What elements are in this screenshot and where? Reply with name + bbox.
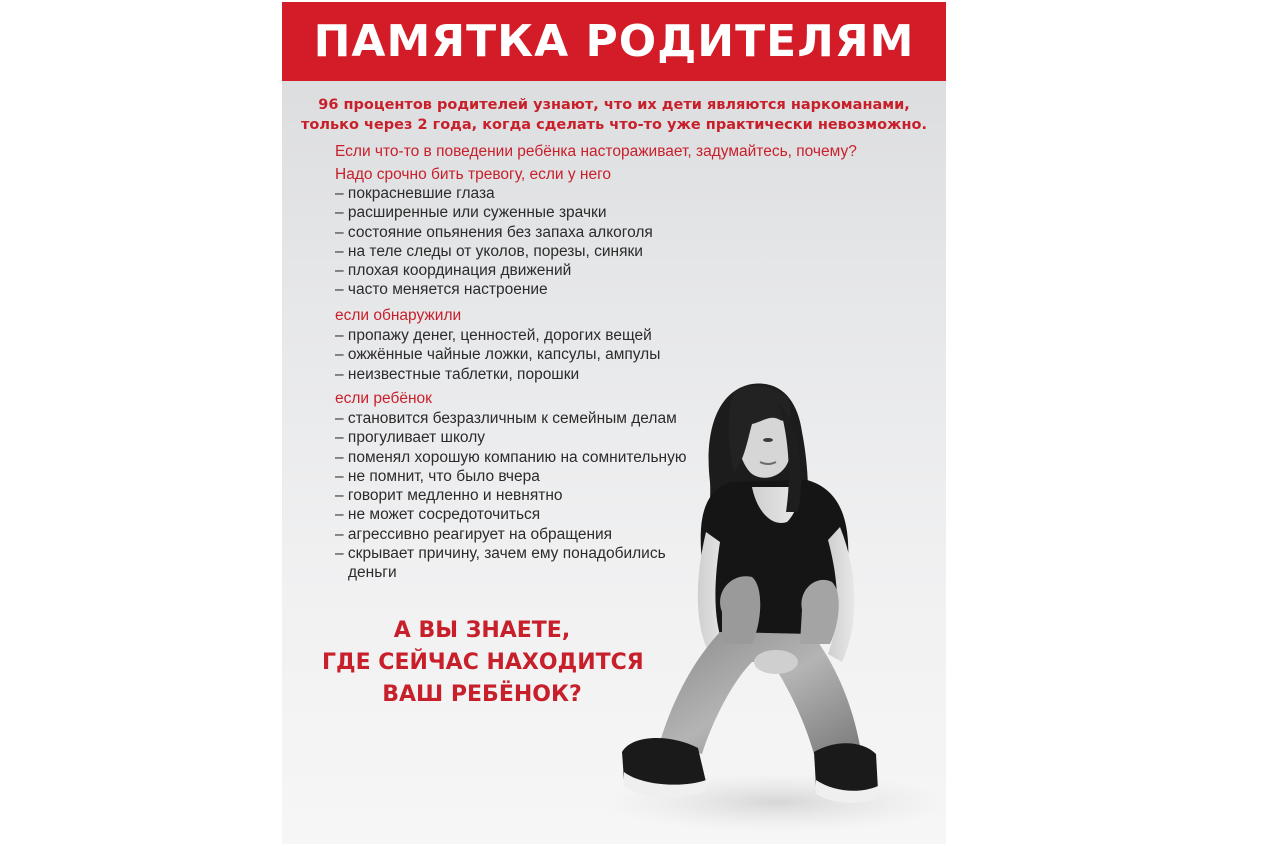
list-item: – часто меняется настроение bbox=[335, 281, 548, 299]
list-item: – ожжённые чайные ложки, капсулы, ампулы bbox=[335, 346, 661, 364]
section-heading-child: если ребёнок bbox=[335, 390, 432, 407]
list-item: – становится безразличным к семейным делам bbox=[335, 410, 677, 427]
list-item: – поменял хорошую компанию на сомнительную bbox=[335, 448, 687, 466]
closing-question bbox=[322, 615, 642, 711]
list-item: – не помнит, что было вчера bbox=[335, 467, 540, 485]
list-item: – расширенные или суженные зрачки bbox=[335, 204, 607, 222]
intro-line: только через 2 года, когда сделать что-то уже практически невозможно. bbox=[301, 117, 927, 133]
list-item: – состояние опьянения без запаха алкоголя bbox=[335, 223, 653, 241]
intro-line: 96 процентов родителей узнают, что их дети являются наркоманами, bbox=[318, 97, 910, 113]
poster-title: ПАМЯТКА РОДИТЕЛЯМ bbox=[313, 16, 915, 67]
list-item: – агрессивно реагирует на обращения bbox=[335, 525, 613, 543]
closing-question-line: ГДЕ СЕЙЧАС НАХОДИТСЯ bbox=[322, 650, 644, 675]
section-heading-alarm: Надо срочно бить тревогу, если у него bbox=[335, 166, 612, 183]
alarm-list bbox=[335, 184, 715, 300]
list-item: – не может сосредоточиться bbox=[335, 506, 541, 524]
list-item: – скрывает причину, зачем ему понадобились деньги bbox=[335, 545, 666, 582]
header-band bbox=[282, 2, 946, 81]
list-item: – говорит медленно и невнятно bbox=[335, 487, 563, 505]
list-item: – пропажу денег, ценностей, дорогих вещей bbox=[335, 327, 652, 344]
question-prompt: Если что-то в поведении ребёнка настораживает, задумайтесь, почему? bbox=[335, 143, 857, 160]
list-item: – плохая координация движений bbox=[335, 262, 572, 280]
poster bbox=[282, 2, 946, 844]
teen-girl-photo bbox=[602, 362, 946, 844]
list-item: – неизвестные таблетки, порошки bbox=[335, 365, 580, 383]
closing-question-line: А ВЫ ЗНАЕТЕ, bbox=[393, 618, 571, 643]
list-item: – покрасневшие глаза bbox=[335, 185, 495, 202]
list-item: – прогуливает школу bbox=[335, 429, 485, 447]
section-heading-found: если обнаружили bbox=[335, 307, 462, 324]
list-item: – на теле следы от уколов, порезы, синяки bbox=[335, 242, 643, 260]
closing-question-line: ВАШ РЕБЁНОК? bbox=[382, 682, 582, 707]
